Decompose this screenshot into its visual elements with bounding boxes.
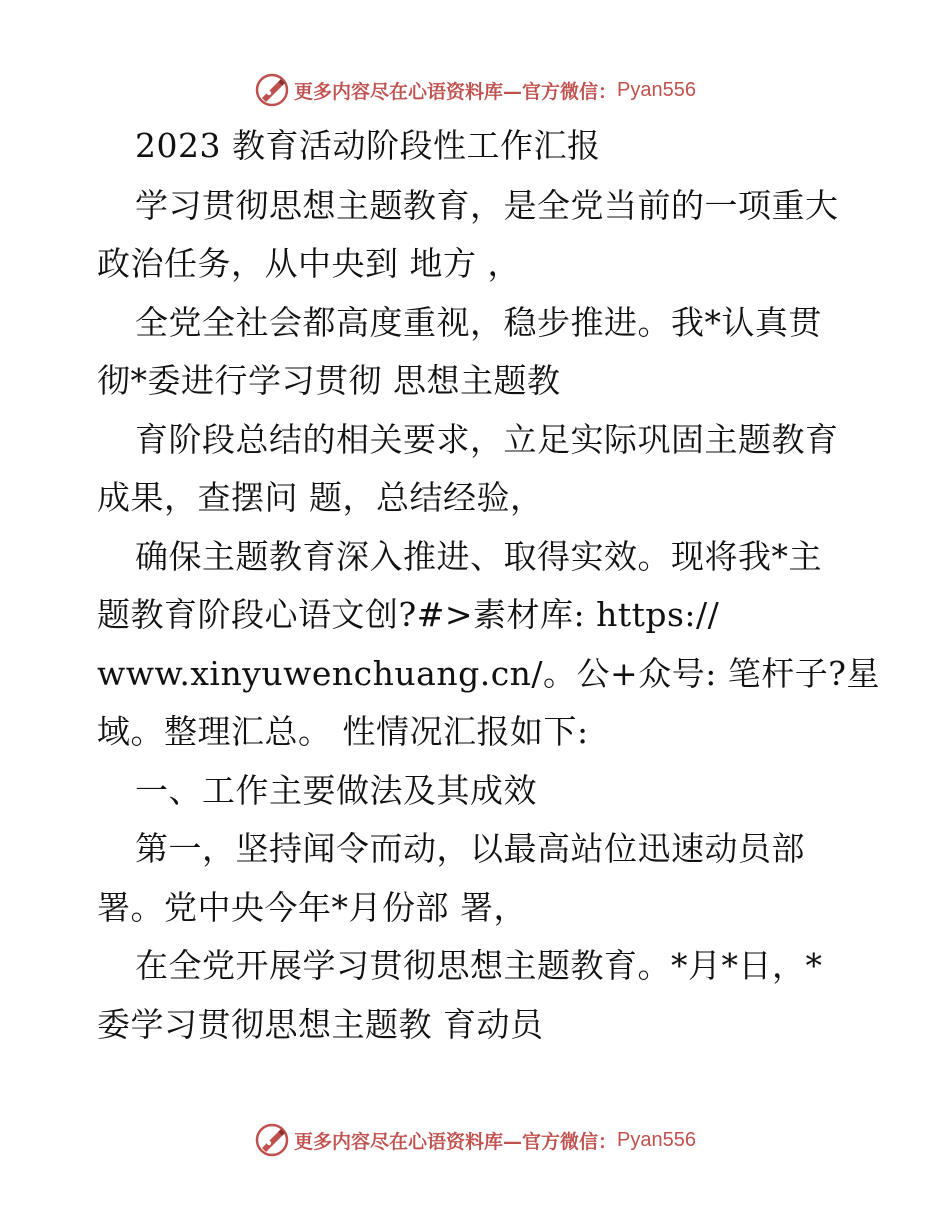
header-banner — [0, 70, 950, 110]
pen-logo-icon — [254, 1122, 290, 1158]
banner-text: 更多内容尽在心语资料库—官方微信： — [294, 1130, 618, 1153]
paragraph-line: 确保主题教育深入推进、取得实效。现将我*主 — [135, 537, 822, 576]
paragraph-line: 署。党中央今年*月份部 署， — [97, 888, 527, 927]
banner-handle: Pyan556 — [617, 78, 696, 101]
paragraph-line: 委学习贯彻思想主题教 育动员 — [97, 1005, 544, 1044]
paragraph-line: 彻*委进行学习贯彻 思想主题教 — [97, 361, 561, 400]
paragraph-line: 政治任务，从中央到 地方 ， — [97, 244, 521, 283]
banner-handle: Pyan556 — [617, 1128, 696, 1151]
document-title: 2023 教育活动阶段性工作汇报 — [135, 126, 601, 165]
paragraph-line: 第一，坚持闻令而动，以最高站位迅速动员部 — [135, 829, 805, 868]
banner-text: 更多内容尽在心语资料库—官方微信： — [294, 80, 618, 103]
paragraph-line: 题教育阶段心语文创?#>素材库: https:// — [97, 595, 720, 634]
paragraph-line: 学习贯彻思想主题教育，是全党当前的一项重大 — [135, 186, 839, 225]
paragraph-line: www.xinyuwenchuang.cn/。公+众号: 笔杆子?星 — [97, 654, 880, 693]
footer-banner — [0, 1120, 950, 1160]
pen-logo-icon — [254, 72, 290, 108]
paragraph-line: 域。整理汇总。 性情况汇报如下: — [97, 712, 589, 751]
paragraph-line: 在全党开展学习贯彻思想主题教育。*月*日，* — [135, 946, 823, 985]
paragraph-line: 全党全社会都高度重视，稳步推进。我*认真贯 — [135, 303, 822, 342]
paragraph-line: 成果，查摆问 题，总结经验， — [97, 478, 544, 517]
section-heading: 一、工作主要做法及其成效 — [135, 771, 537, 810]
paragraph-line: 育阶段总结的相关要求，立足实际巩固主题教育 — [135, 420, 839, 459]
